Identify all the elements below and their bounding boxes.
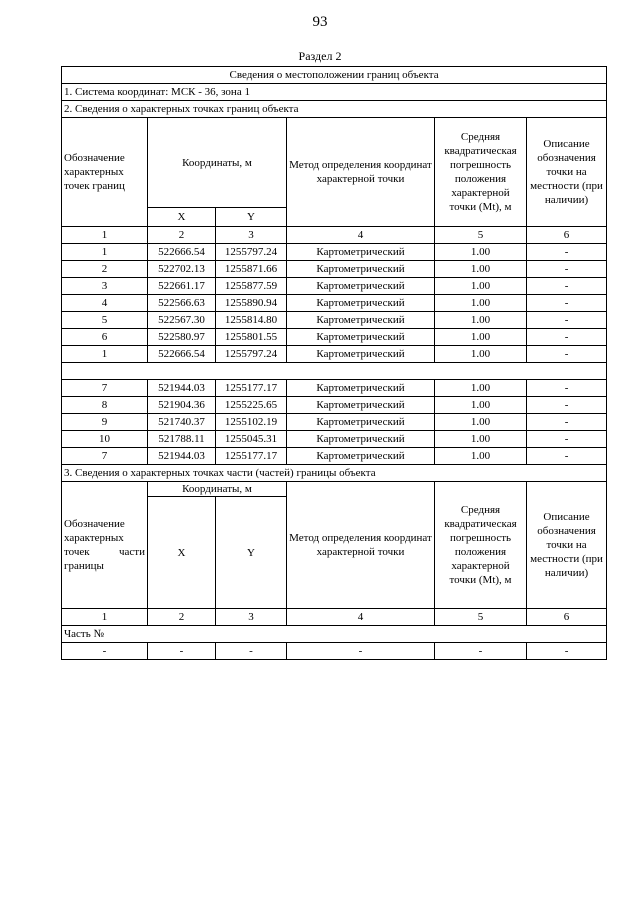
point-row <box>62 312 607 329</box>
point-row <box>62 448 607 465</box>
point-number: 7 <box>62 380 148 397</box>
point-row <box>62 397 607 414</box>
point-number: 7 <box>62 448 148 465</box>
point-number: 3 <box>62 278 148 295</box>
s2-header-x: X <box>148 208 216 227</box>
point-y: 1255045.31 <box>216 431 287 448</box>
point-y: 1255877.59 <box>216 278 287 295</box>
s2-header-designation: Обозначение характерных точек границ <box>62 118 148 227</box>
point-row <box>62 329 607 346</box>
s2-colnum: 4 <box>287 227 435 244</box>
point-method: Картометрический <box>287 397 435 414</box>
point-x: 522661.17 <box>148 278 216 295</box>
point-method: Картометрический <box>287 329 435 346</box>
s3-colnum: 6 <box>527 609 607 626</box>
point-description: - <box>527 261 607 278</box>
s2-header-description: Описание обозначения точки на местности (при наличии) <box>527 118 607 227</box>
boundary-table <box>61 66 607 660</box>
boundary-table-body <box>62 67 607 244</box>
point-x: 522567.30 <box>148 312 216 329</box>
s2-column-numbers <box>62 227 607 244</box>
point-number: 9 <box>62 414 148 431</box>
point-method: Картометрический <box>287 448 435 465</box>
point-description: - <box>527 278 607 295</box>
point-x: 522580.97 <box>148 329 216 346</box>
point-description: - <box>527 295 607 312</box>
page-number: 93 <box>312 14 328 30</box>
empty-separator-row <box>62 363 607 380</box>
s2-header-coordinates: Координаты, м <box>148 118 287 208</box>
point-description: - <box>527 346 607 363</box>
point-accuracy: 1.00 <box>435 329 527 346</box>
group-separator <box>62 363 607 380</box>
part-label: Часть № <box>62 626 607 643</box>
point-y: 1255177.17 <box>216 448 287 465</box>
s3-empty-cell: - <box>148 643 216 660</box>
point-y: 1255797.24 <box>216 244 287 261</box>
point-accuracy: 1.00 <box>435 244 527 261</box>
s3-colnum: 4 <box>287 609 435 626</box>
coord-system: 1. Система координат: МСК - 36, зона 1 <box>62 84 607 101</box>
point-row <box>62 261 607 278</box>
point-y: 1255177.17 <box>216 380 287 397</box>
s3-colnum: 2 <box>148 609 216 626</box>
point-accuracy: 1.00 <box>435 295 527 312</box>
s3-header-coordinates: Координаты, м <box>148 482 287 497</box>
point-number: 6 <box>62 329 148 346</box>
s3-header-y: Y <box>216 497 287 609</box>
table-title: Сведения о местоположении границ объекта <box>62 67 607 84</box>
point-description: - <box>527 448 607 465</box>
point-method: Картометрический <box>287 312 435 329</box>
point-accuracy: 1.00 <box>435 380 527 397</box>
point-x: 521944.03 <box>148 380 216 397</box>
point-number: 1 <box>62 346 148 363</box>
point-number: 5 <box>62 312 148 329</box>
point-row <box>62 380 607 397</box>
point-accuracy: 1.00 <box>435 346 527 363</box>
point-number: 2 <box>62 261 148 278</box>
point-x: 521904.36 <box>148 397 216 414</box>
s3-empty-cell: - <box>287 643 435 660</box>
point-accuracy: 1.00 <box>435 414 527 431</box>
s2-colnum: 1 <box>62 227 148 244</box>
s3-empty-row <box>62 643 607 660</box>
point-method: Картометрический <box>287 414 435 431</box>
s2-colnum: 5 <box>435 227 527 244</box>
s3-column-numbers <box>62 609 607 626</box>
point-accuracy: 1.00 <box>435 448 527 465</box>
point-number: 10 <box>62 431 148 448</box>
point-y: 1255797.24 <box>216 346 287 363</box>
section2-title: 2. Сведения о характерных точках границ объекта <box>62 101 607 118</box>
point-description: - <box>527 414 607 431</box>
s2-colnum: 2 <box>148 227 216 244</box>
point-row <box>62 431 607 448</box>
point-row <box>62 346 607 363</box>
point-accuracy: 1.00 <box>435 278 527 295</box>
group2-rows <box>62 380 607 465</box>
point-x: 522702.13 <box>148 261 216 278</box>
point-method: Картометрический <box>287 244 435 261</box>
point-accuracy: 1.00 <box>435 397 527 414</box>
group1-rows <box>62 244 607 363</box>
point-row <box>62 278 607 295</box>
section-label: Раздел 2 <box>298 49 342 63</box>
point-y: 1255801.55 <box>216 329 287 346</box>
s3-header-x: X <box>148 497 216 609</box>
s3-empty-cell: - <box>527 643 607 660</box>
s3-header-description: Описание обозначения точки на местности (при наличии) <box>527 482 607 609</box>
point-method: Картометрический <box>287 295 435 312</box>
point-number: 1 <box>62 244 148 261</box>
point-description: - <box>527 397 607 414</box>
point-row <box>62 295 607 312</box>
s3-colnum: 1 <box>62 609 148 626</box>
point-method: Картометрический <box>287 380 435 397</box>
point-y: 1255814.80 <box>216 312 287 329</box>
point-number: 8 <box>62 397 148 414</box>
empty-separator-cell <box>62 363 607 380</box>
point-x: 522566.63 <box>148 295 216 312</box>
point-row <box>62 244 607 261</box>
s3-colnum: 5 <box>435 609 527 626</box>
section3 <box>62 465 607 660</box>
point-description: - <box>527 329 607 346</box>
s3-header-accuracy: Средняя квадратическая погрешность положения характерной точки (Mt), м <box>435 482 527 609</box>
s2-colnum: 6 <box>527 227 607 244</box>
point-y: 1255871.66 <box>216 261 287 278</box>
point-accuracy: 1.00 <box>435 431 527 448</box>
point-x: 521944.03 <box>148 448 216 465</box>
point-method: Картометрический <box>287 261 435 278</box>
section3-title: 3. Сведения о характерных точках части (частей) границы объекта <box>62 465 607 482</box>
point-accuracy: 1.00 <box>435 261 527 278</box>
point-y: 1255890.94 <box>216 295 287 312</box>
s3-header-method: Метод определения координат характерной точки <box>287 482 435 609</box>
point-row <box>62 414 607 431</box>
point-method: Картометрический <box>287 346 435 363</box>
point-description: - <box>527 312 607 329</box>
point-description: - <box>527 431 607 448</box>
point-y: 1255225.65 <box>216 397 287 414</box>
point-x: 522666.54 <box>148 346 216 363</box>
point-description: - <box>527 244 607 261</box>
s2-colnum: 3 <box>216 227 287 244</box>
s3-empty-cell: - <box>62 643 148 660</box>
point-x: 521740.37 <box>148 414 216 431</box>
point-x: 522666.54 <box>148 244 216 261</box>
s2-header-method: Метод определения координат характерной точки <box>287 118 435 227</box>
point-y: 1255102.19 <box>216 414 287 431</box>
s2-header-y: Y <box>216 208 287 227</box>
s2-header-accuracy: Средняя квадратическая погрешность положения характерной точки (Mt), м <box>435 118 527 227</box>
s3-empty-cell: - <box>216 643 287 660</box>
s3-empty-cell: - <box>435 643 527 660</box>
point-accuracy: 1.00 <box>435 312 527 329</box>
point-x: 521788.11 <box>148 431 216 448</box>
point-number: 4 <box>62 295 148 312</box>
point-method: Картометрический <box>287 431 435 448</box>
point-description: - <box>527 380 607 397</box>
point-method: Картометрический <box>287 278 435 295</box>
s3-colnum: 3 <box>216 609 287 626</box>
s3-header-designation: Обозначение характерных точек части границы <box>62 482 148 609</box>
